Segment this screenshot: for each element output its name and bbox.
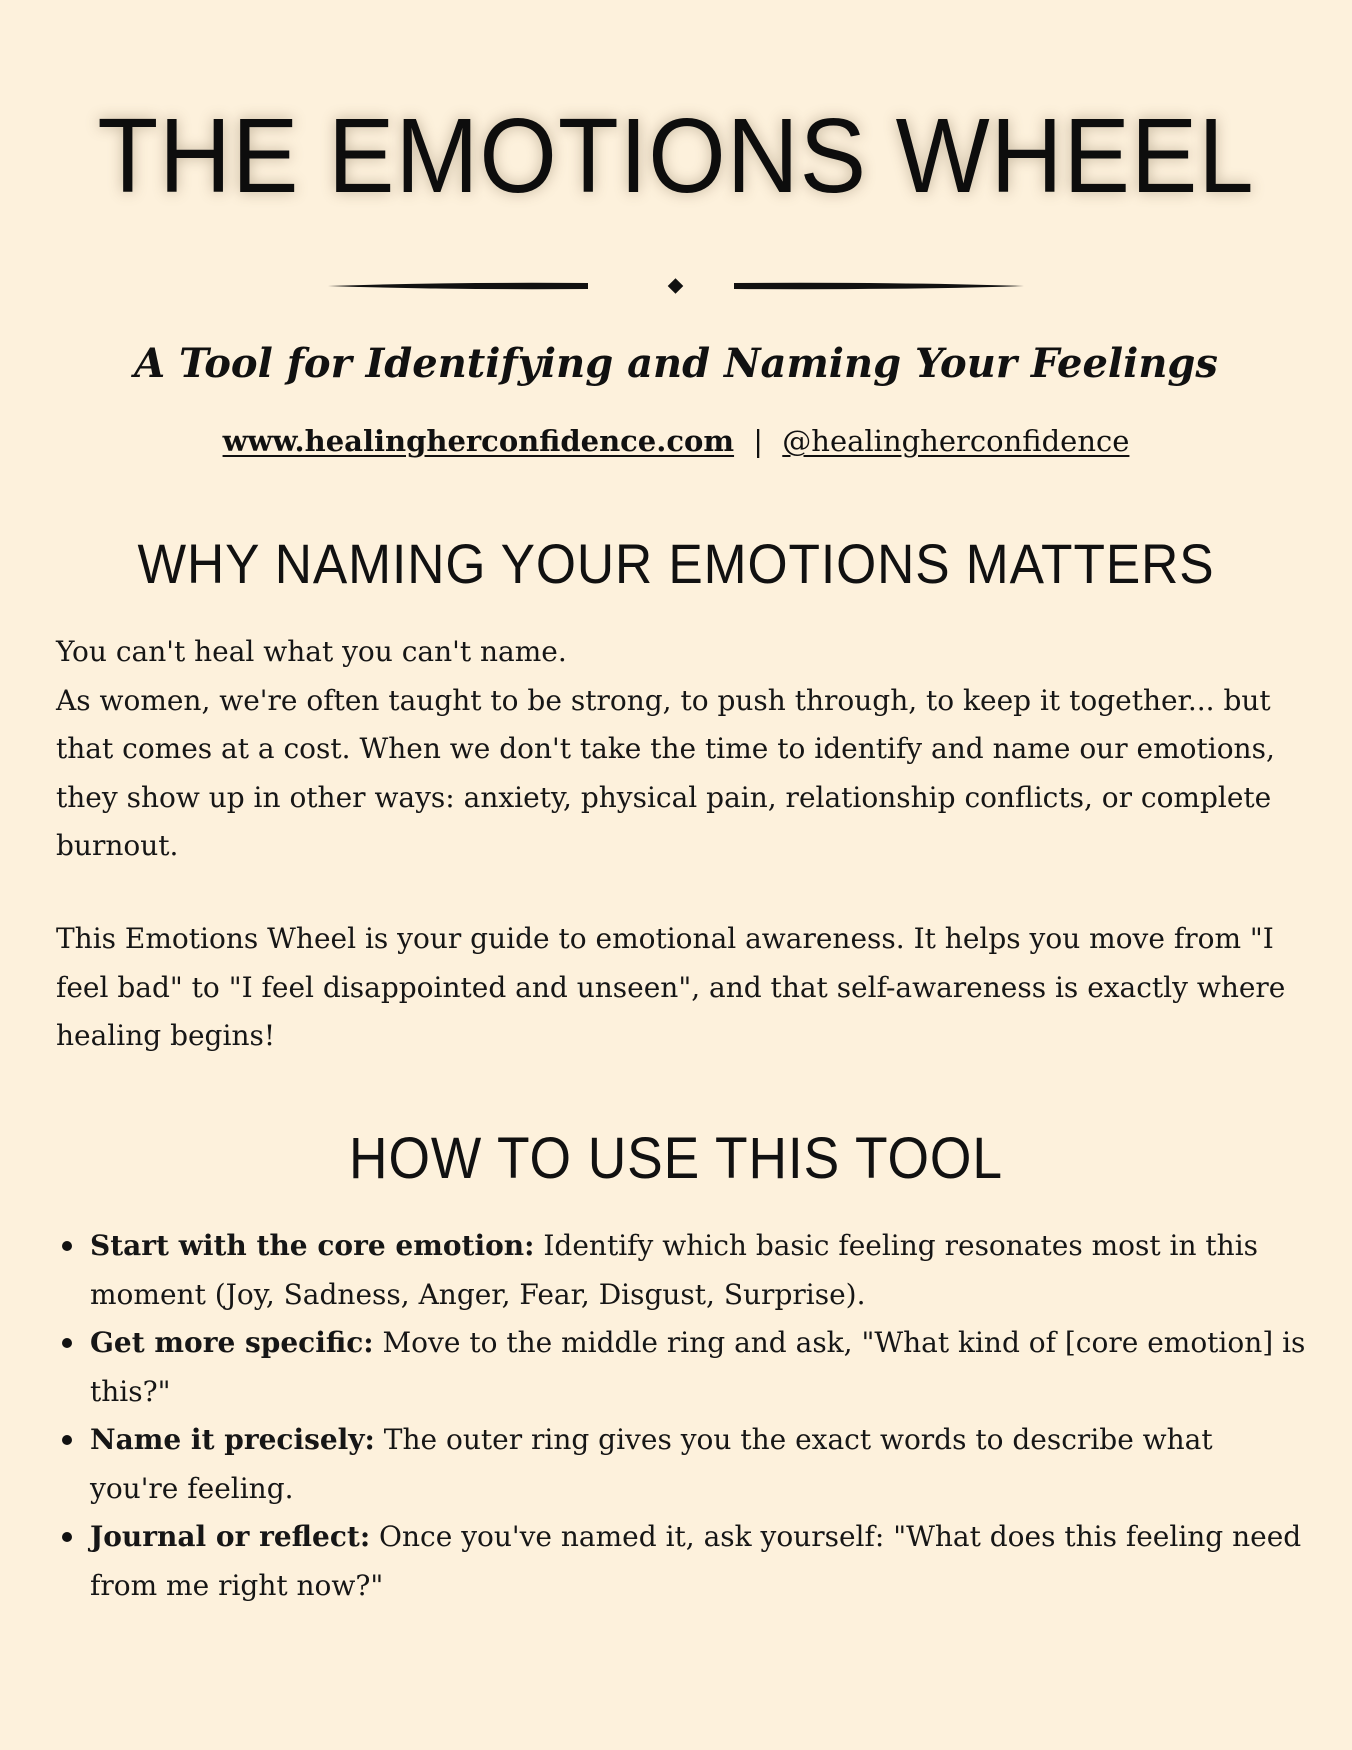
contact-links: [0, 421, 1352, 461]
step-label: Journal or reflect:: [90, 1520, 371, 1553]
step-label: Get more specific:: [90, 1326, 374, 1359]
why-paragraph-1: [56, 628, 1306, 871]
step-text: Once you've named it, ask yourself: "What does this feeling need from me right now?": [90, 1520, 1302, 1602]
why-section-heading: WHY NAMING YOUR EMOTIONS MATTERS: [137, 532, 1215, 595]
bullet-icon: [62, 1338, 72, 1348]
why-paragraph-1-opening: You can't heal what you can't name.: [56, 635, 567, 668]
page-title: THE EMOTIONS WHEEL: [97, 97, 1255, 215]
steps-list: [56, 1222, 1306, 1610]
list-item: [56, 1319, 1306, 1416]
website-link[interactable]: www.healingherconfidence.com: [222, 424, 735, 458]
social-handle-link[interactable]: @healingherconfidence: [782, 424, 1130, 458]
list-item: [56, 1513, 1306, 1610]
subtitle: A Tool for Identifying and Naming Your Feelings: [134, 340, 1218, 387]
link-separator: |: [753, 424, 764, 458]
bullet-icon: [62, 1532, 72, 1542]
ornamental-divider: [0, 276, 1352, 296]
list-item: [56, 1416, 1306, 1513]
step-text: Identify which basic feeling resonates most in this moment (Joy, Sadness, Anger, Fear, Disgust, Surprise).: [90, 1229, 1259, 1311]
step-label: Name it precisely:: [90, 1423, 375, 1456]
why-paragraph-2: This Emotions Wheel is your guide to emotional awareness. It helps you move from "I feel bad" to "I feel disappointed and unseen", and that self-awareness is exactly where healing begins!: [56, 922, 1286, 1052]
step-text: Move to the middle ring and ask, "What kind of [core emotion] is this?": [90, 1326, 1306, 1408]
why-paragraph-1-body: As women, we're often taught to be strong, to push through, to keep it together... but that comes at a cost. When we don't take the time to identify and name our emotions, they show up in other ways: anxiety, physical pain, relationship conflicts, or complete burnout.: [56, 683, 1275, 862]
bullet-icon: [62, 1435, 72, 1445]
how-section-heading: HOW TO USE THIS TOOL: [349, 1126, 1003, 1191]
bullet-icon: [62, 1241, 72, 1251]
step-text: The outer ring gives you the exact words to describe what you're feeling.: [90, 1423, 1213, 1505]
step-label: Start with the core emotion:: [90, 1229, 535, 1262]
list-item: [56, 1222, 1306, 1319]
